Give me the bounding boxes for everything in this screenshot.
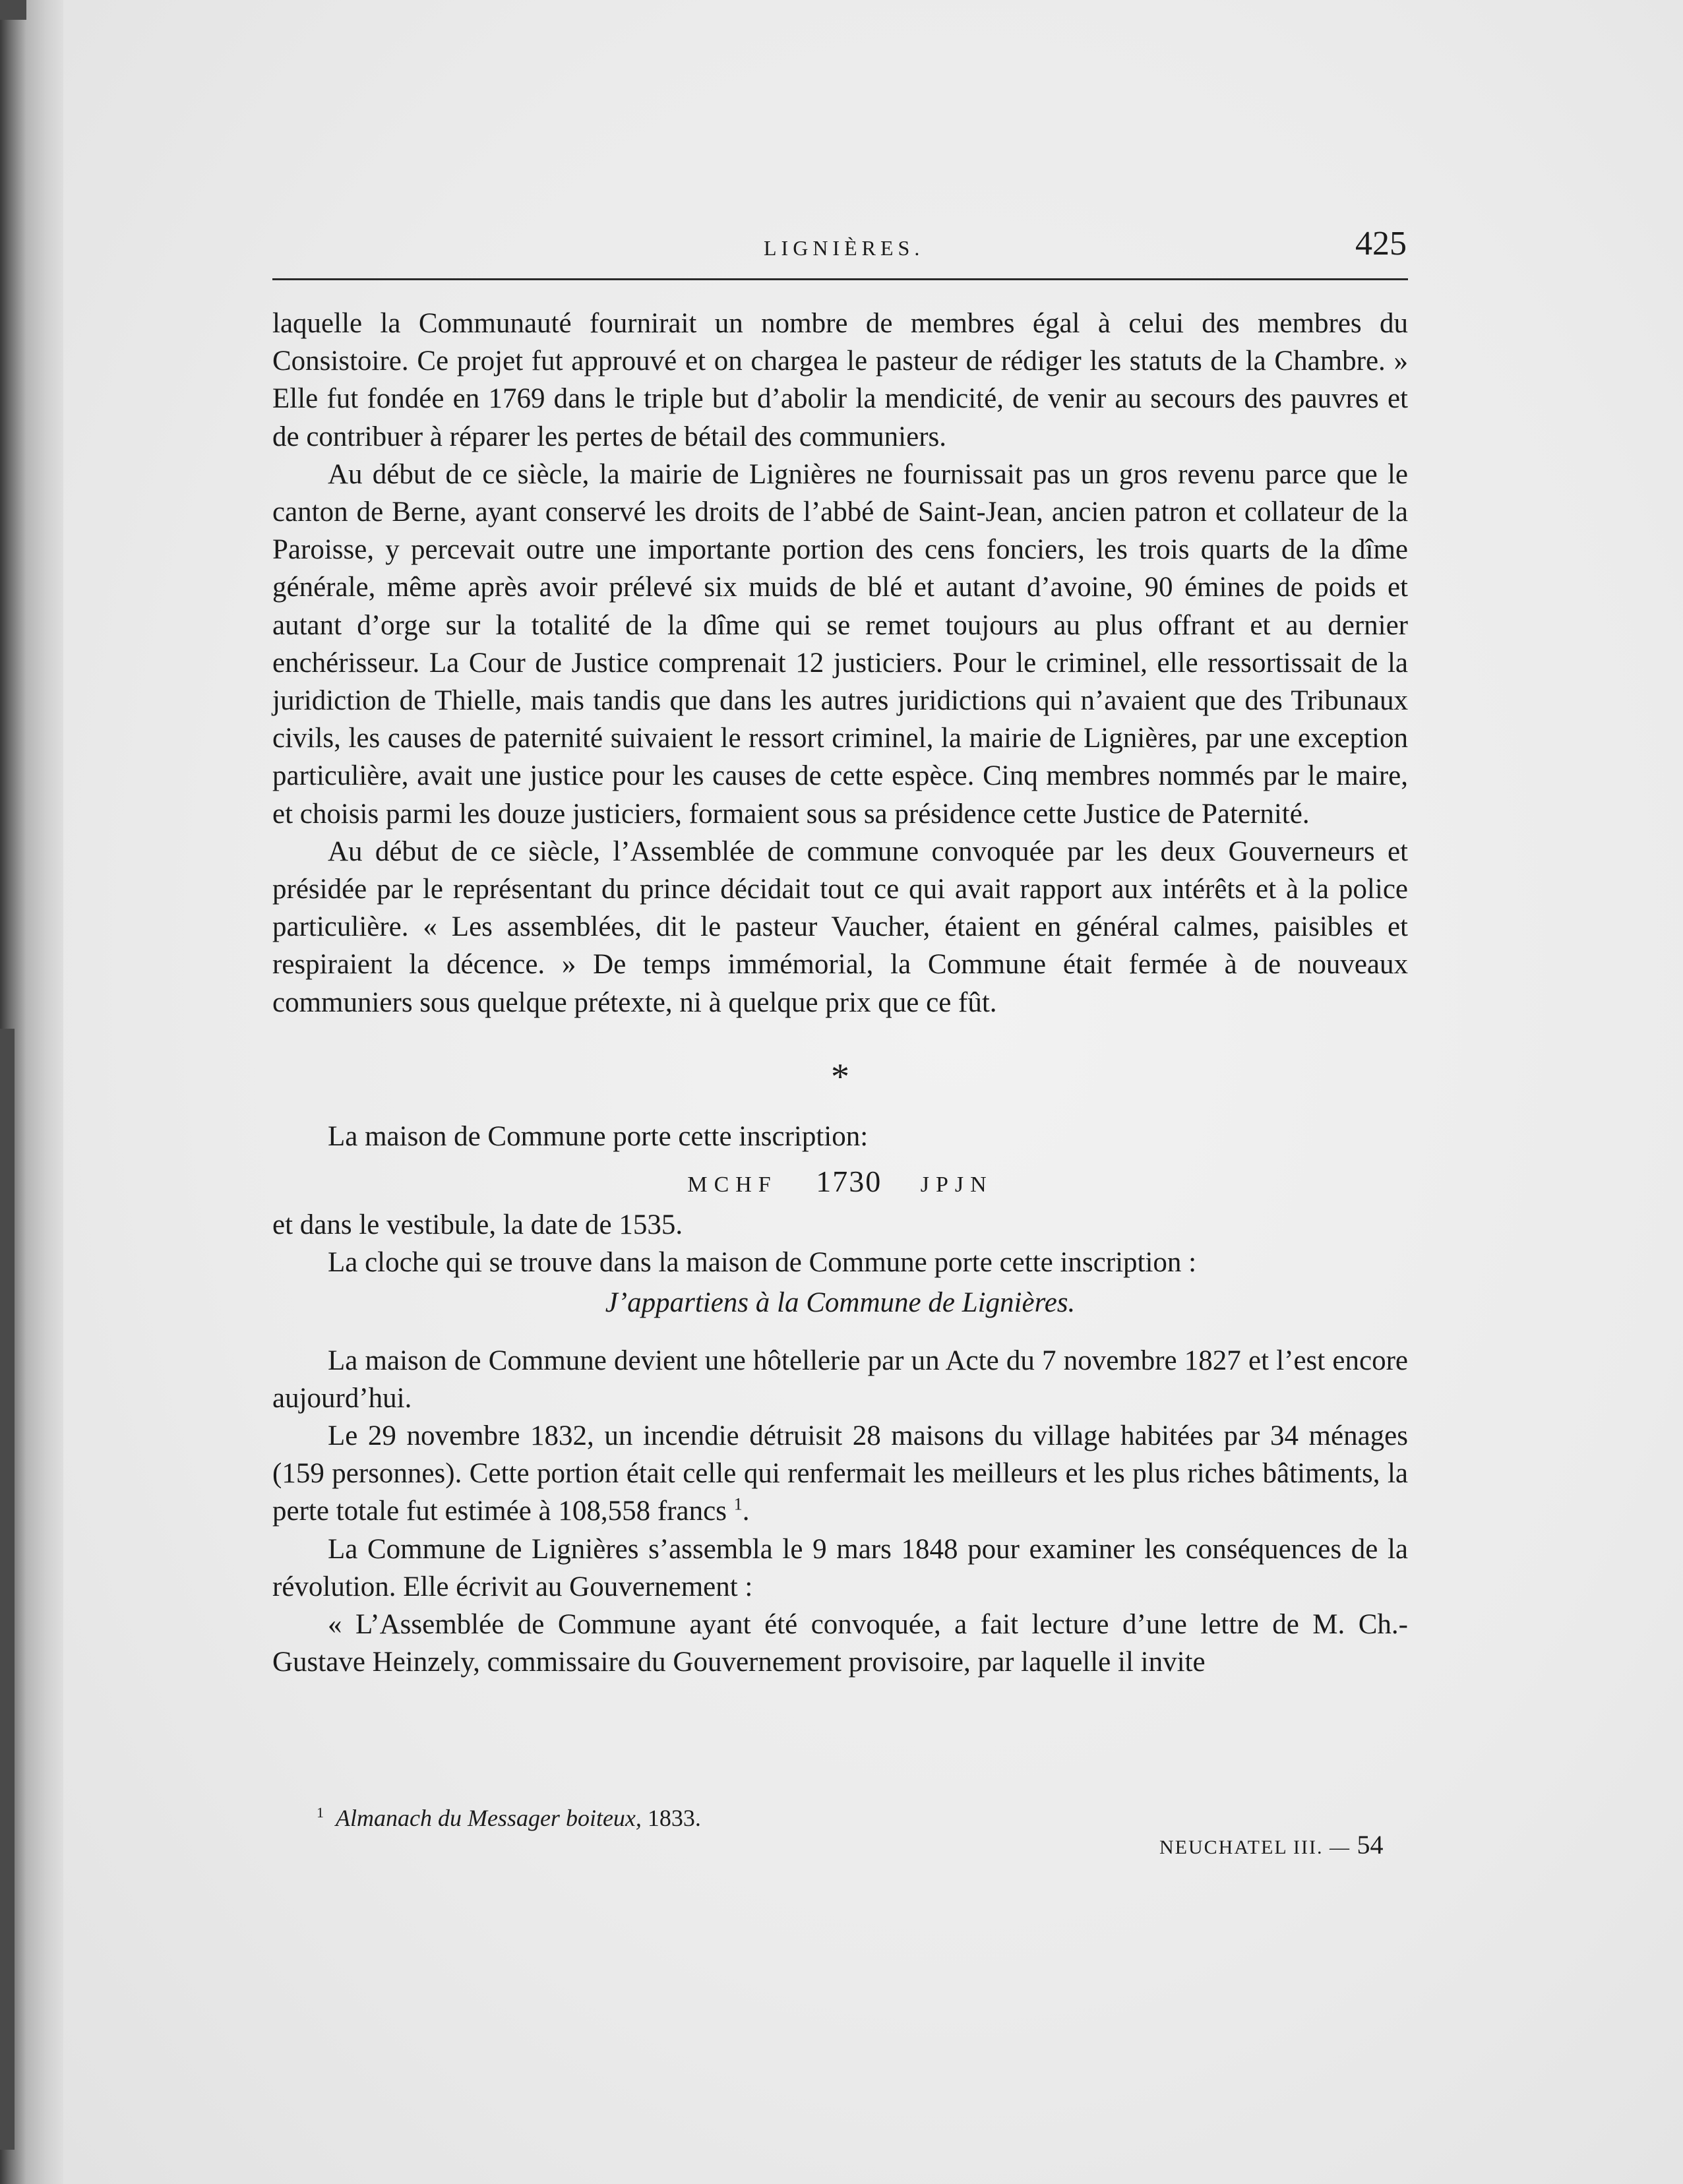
footnote: [317, 1804, 701, 1832]
binding-mark: [0, 0, 26, 20]
paragraph-mairie: Au début de ce siècle, la mairie de Lignières ne fournissait pas un gros revenu parce que le canton de Berne, ayant conservé les droits de l’abbé de Saint-Jean, ancien patron et collateur de la Paroisse, y percevait outre une importante portion des cens fonciers, les trois quarts de la dîme générale, même après avoir prélevé six muids de blé et autant d’avoine, 90 émines de poids et autant d’orge sur la totalité de la dîme qui se remet toujours au plus offrant et au dernier enchérisseur. La Cour de Justice comprenait 12 justiciers. Pour le criminel, elle ressortissait de la juridiction de Thielle, mais tandis que dans les autres juridictions qui n’avaient que des Tribunaux civils, les causes de paternité suivaient le ressort criminel, la mairie de Lignières, par une exception particulière, avait une justice pour les causes de cette espèce. Cinq membres nommés par le maire, et choisis parmi les douze justiciers, formaient sous sa présidence cette Justice de Paternité.: [272, 458, 1408, 830]
footnote-reference: 1: [733, 1495, 743, 1515]
book-binding-edge: [0, 0, 63, 2184]
paragraph-assembly-1848: La Commune de Lignières s’assembla le 9 mars 1848 pour examiner les conséquences de la révolution. Elle écrivit au Gouvernement :: [272, 1533, 1408, 1602]
section-separator: *: [831, 1056, 849, 1097]
bell-intro: La cloche qui se trouve dans la maison de Commune porte cette inscription :: [328, 1247, 1197, 1279]
page-header: [272, 224, 1407, 284]
footnote-text: Almanach du Messager boiteux,: [336, 1805, 642, 1831]
paragraph-assemblee: Au début de ce siècle, l’Assemblée de commune convoquée par les deux Gouverneurs et présidée par le représentant du prince décidait tout ce qui avait rapport aux intérêts et à la police particulière. « Les assemblées, dit le pasteur Vaucher, étaient en général calmes, paisibles et respiraient la décence. » De temps immémorial, la Commune était fermée à de nouveaux communiers sous quelque prétexte, ni à quelque prix que ce fût.: [272, 835, 1408, 1018]
paragraph-fire-end: .: [742, 1496, 750, 1527]
footnote-year: 1833.: [647, 1805, 701, 1831]
page-body: [272, 305, 1408, 1682]
paragraph-letter: « L’Assemblée de Commune ayant été convoquée, a fait lecture d’une lettre de M. Ch.-Gustave Heinzely, commissaire du Gouvernement provisoire, par laquelle il invite: [272, 1609, 1408, 1678]
paragraph-continued: laquelle la Communauté fournirait un nombre de membres égal à celui des membres du Consistoire. Ce projet fut approuvé et on chargea le pasteur de rédiger les statuts de la Chambre. » Elle fut fondée en 1769 dans le triple but d’abolir la mendicité, de venir au secours des pauvres et de contribuer à réparer les pertes de bétail des communiers.: [272, 308, 1408, 452]
vestibule-line: et dans le vestibule, la date de 1535.: [272, 1209, 683, 1241]
printer-signature: [1159, 1829, 1384, 1860]
signature-label: NEUCHATEL III. —: [1159, 1836, 1351, 1858]
inscription-right: JPJN: [920, 1172, 993, 1198]
running-title: LIGNIÈRES.: [764, 236, 925, 260]
paragraph-fire-text: Le 29 novembre 1832, un incendie détruisit 28 maisons du village habitées par 34 ménages (159 personnes). Cette portion était celle qui renfermait les meilleurs et les plus riches bâtiments, la perte totale fut estimée à 108,558 francs: [272, 1420, 1408, 1527]
inscription-intro: La maison de Commune porte cette inscription:: [328, 1120, 869, 1152]
page-number: 425: [1355, 225, 1407, 262]
footnote-marker: 1: [317, 1804, 324, 1821]
maison-inscription: [272, 1165, 1408, 1202]
inscription-left: MCHF: [687, 1172, 778, 1198]
signature-number: 54: [1357, 1830, 1384, 1860]
paragraph-fire: [272, 1417, 1408, 1531]
bell-inscription: J’appartiens à la Commune de Lignières.: [605, 1287, 1076, 1319]
header-rule: [272, 278, 1408, 280]
paragraph-hotel: La maison de Commune devient une hôtellerie par un Acte du 7 novembre 1827 et l’est encore aujourd’hui.: [272, 1345, 1408, 1414]
inscription-year: 1730: [816, 1165, 882, 1199]
binding-shadow: [0, 1029, 15, 2150]
